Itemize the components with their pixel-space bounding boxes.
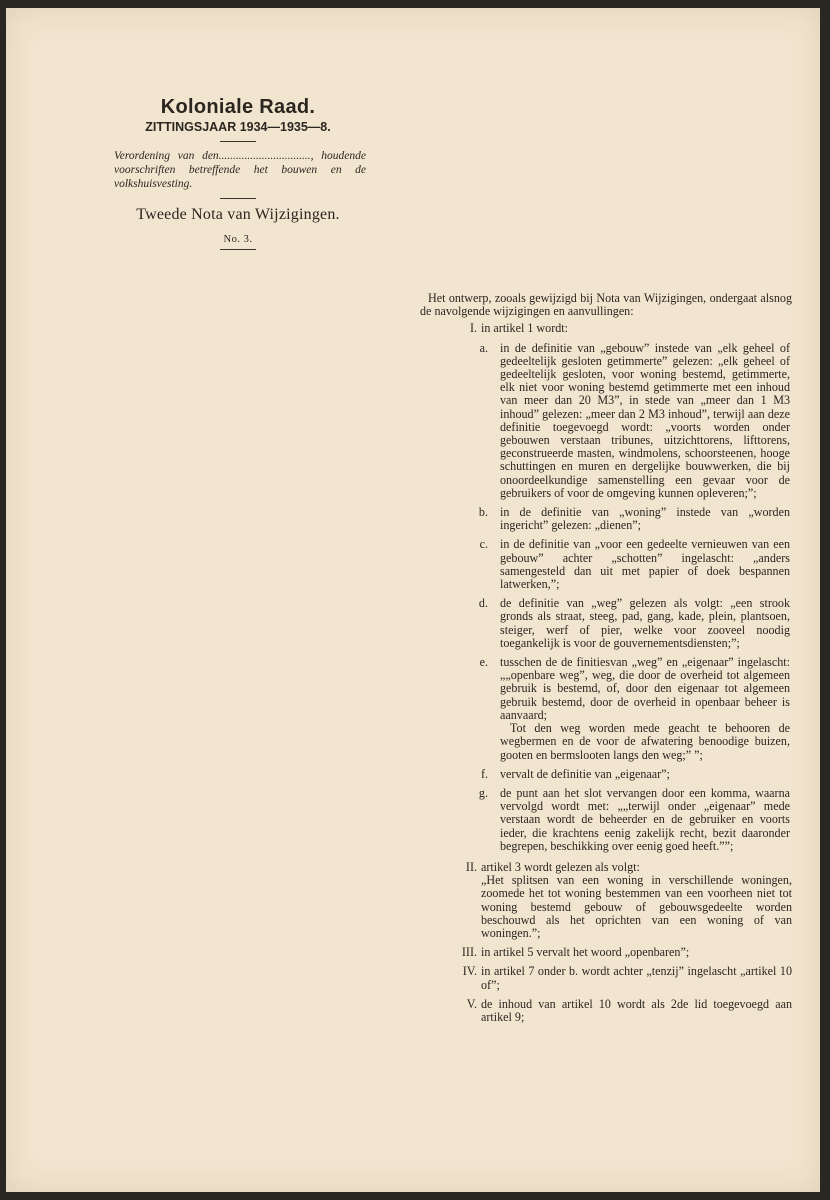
- nota-number: No. 3.: [223, 234, 253, 245]
- item-number: IV.: [462, 964, 477, 979]
- sub-item: [420, 597, 792, 650]
- sub-item-letter: e.: [479, 655, 488, 670]
- sub-item-text: vervalt de definitie van „eigenaar”;: [500, 766, 670, 781]
- sub-item-text: in de definitie van „voor een gedeelte vernieuwen van een gebouw” achter „schotten” ingelascht: „anders samengesteld dan uit met papier of doek bespannen latwerken,”;: [500, 537, 790, 592]
- sub-item-text: de definitie van „weg” gelezen als volgt: „een strook gronds als straat, steeg, pad, gang, kade, plein, plantsoen, steiger, werf of pier, welke voor zooveel noodig toegankelijk is voor de gouvernementsdiensten;”;: [500, 596, 790, 650]
- sub-item-letter: a.: [479, 340, 488, 355]
- amendment-item: [420, 998, 792, 1024]
- sub-item-letter: b.: [478, 505, 488, 520]
- session-year: ZITTINGSJAAR 1934—1935—8.: [145, 120, 331, 134]
- item-text: in artikel 7 onder b. wordt achter „tenzij” ingelascht „artikel 10 of”;: [481, 964, 792, 992]
- sub-item-letter: f.: [480, 766, 488, 781]
- sub-item-text: tusschen de de finitiesvan „weg” en „eigenaar” ingelascht: „„openbare weg”, weg, die door de overheid tot algemeen gebruik is bestemd, of, door den eigenaar tot algemeen gebruik bestemd, door de overheid in openbaar beheer is aanvaard;: [500, 655, 790, 722]
- council-title: Koloniale Raad.: [160, 96, 316, 118]
- amendment-item: [420, 965, 792, 991]
- sub-item-continuation: Tot den weg worden mede geacht te behooren de wegbermen en de voor de afwatering benoodige buizen, gooten en bermslooten langs den weg;” ”;: [500, 721, 790, 762]
- sub-item: [420, 768, 792, 781]
- document-header: [110, 88, 366, 257]
- sub-item: [420, 787, 792, 853]
- item-text: in artikel 1 wordt:: [481, 321, 568, 336]
- item-number: III.: [461, 945, 477, 960]
- sub-item-letter: d.: [478, 596, 488, 611]
- item-text: artikel 3 wordt gelezen als volgt:: [481, 859, 640, 874]
- sub-item-text: in de definitie van „woning” instede van „worden ingericht” gelezen: „dienen”;: [500, 505, 790, 533]
- item-number: V.: [466, 996, 477, 1011]
- item-number: I.: [469, 321, 477, 336]
- nota-title: Tweede Nota van Wijzigingen.: [136, 206, 340, 223]
- sub-item-letter: g.: [478, 785, 488, 800]
- ordinance-subject: Verordening van den................................, houdende voorschriften betreffende het bouwen en de volkshuisvesting.: [114, 150, 366, 190]
- document-page: [6, 8, 820, 1192]
- sub-item-text: de punt aan het slot vervangen door een komma, waarna vervolgd wordt met: „„terwijl onder „eigenaar” mede verstaan wordt de beheerder en de gebruiker en voorts ieder, die krachtens eenig zakelijk recht, bezit daaronder begrepen, beschikking over eenig goed heeft.””;: [500, 785, 790, 853]
- item-number: II.: [465, 859, 477, 874]
- amendment-item: [420, 861, 792, 940]
- amendment-item: [420, 946, 792, 959]
- sub-item-letter: c.: [479, 537, 488, 552]
- sub-item: [420, 506, 792, 532]
- amendment-item: [420, 322, 792, 335]
- amendments-body: [420, 292, 792, 1024]
- divider: [220, 198, 256, 199]
- intro-paragraph: Het ontwerp, zooals gewijzigd bij Nota van Wijzigingen, ondergaat alsnog de navolgende wijzigingen en aanvullingen:: [420, 291, 792, 319]
- sub-item: [420, 656, 792, 762]
- divider: [220, 141, 256, 142]
- sub-items-list: [420, 342, 792, 853]
- item-text-continuation: „Het splitsen van een woning in verschillende woningen, zoomede het tot woning bestemmen van een voorheen niet tot woning bestemd gebouw of gebouwsgedeelte worden beschouwd als het oprichten van een woning of van woningen.”;: [481, 873, 792, 940]
- item-text: in artikel 5 vervalt het woord „openbaren”;: [481, 945, 690, 960]
- sub-item-text: in de definitie van „gebouw” instede van „elk geheel of gedeeltelijk gesloten getimmerte” gelezen: „elk geheel of gedeeltelijk gesloten, voor woning bestemd, getimmerte, elk niet voor woning bestemd getimmerte met een inhoud van meer dan 20 M3”, in stede van „meer dan 1 M3 inhoud” gelezen: „meer dan 2 M3 inhoud”, terwijl aan deze definitie toegevoegd wordt: „voorts worden onder gebouwen verstaan tribunes, uitzichttorens, lifttorens, geconstrueerde masten, windmolens, schoorsteenen, hooge schuttingen en muren en dergelijke bouwwerken, die bij onoordeelkundige samenstelling een gevaar voor de gebruikers of voor de omgeving kunnen opleveren;”;: [500, 340, 790, 500]
- sub-item: [420, 538, 792, 591]
- divider: [220, 249, 256, 250]
- sub-item: [420, 342, 792, 500]
- item-text: de inhoud van artikel 10 wordt als 2de lid toegevoegd aan artikel 9;: [481, 996, 792, 1024]
